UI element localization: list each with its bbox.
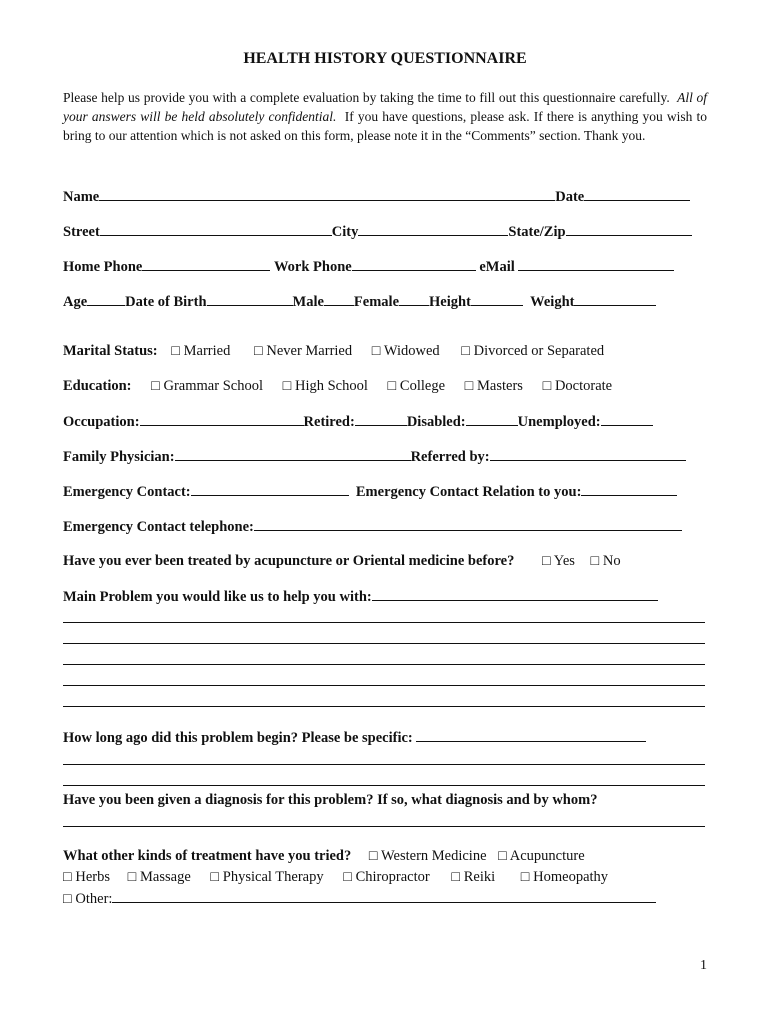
intro-text-1: Please help us provide you with a complete evaluation by taking the time to fill out this questionnaire carefully. [63,90,670,105]
physician-field[interactable] [175,446,411,461]
marital-option-divorced[interactable]: □ Divorced or Separated [461,343,605,359]
age-field[interactable] [87,291,125,306]
work-phone-label: Work Phone [273,259,352,275]
treatment-western-medicine[interactable]: □ Western Medicine [368,848,487,864]
unemployed-field[interactable] [601,411,653,426]
emergency-telephone-row [63,516,682,536]
education-row [63,376,612,396]
diagnosis-line[interactable] [63,826,705,827]
street-field[interactable] [100,221,332,236]
education-label: Education: [63,378,132,394]
referred-by-field[interactable] [490,446,686,461]
occupation-field[interactable] [140,411,304,426]
intro-paragraph [63,88,707,145]
home-phone-field[interactable] [142,256,270,271]
education-option-doctorate[interactable]: □ Doctorate [542,378,613,394]
education-option-grammar[interactable]: □ Grammar School [151,378,263,394]
main-problem-line-3[interactable] [63,664,705,665]
marital-status-row [63,341,604,361]
street-label: Street [63,224,100,240]
emergency-contact-row [63,481,677,501]
main-problem-row [63,586,658,606]
home-phone-label: Home Phone [63,259,143,275]
address-row [63,221,692,241]
acupuncture-question: Have you ever been treated by acupuncture or Oriental medicine before? [63,553,515,569]
how-long-field[interactable] [416,727,646,742]
height-label: Height [429,294,471,310]
email-field[interactable] [518,256,674,271]
treatment-massage[interactable]: □ Massage [127,869,191,885]
work-phone-field[interactable] [352,256,476,271]
emergency-relation-label: Emergency Contact Relation to you: [355,484,582,500]
male-field[interactable] [324,291,354,306]
treatment-physical-therapy[interactable]: □ Physical Therapy [210,869,324,885]
state-zip-label: State/Zip [508,224,566,240]
occupation-label: Occupation: [63,414,140,430]
main-problem-line-1[interactable] [63,622,705,623]
acupuncture-yes-option[interactable]: □ Yes [541,553,575,569]
education-option-high-school[interactable]: □ High School [282,378,368,394]
marital-option-widowed[interactable]: □ Widowed [371,343,440,359]
dob-label: Date of Birth [125,294,207,310]
education-option-masters[interactable]: □ Masters [464,378,523,394]
main-problem-line-4[interactable] [63,685,705,686]
male-label: Male [292,294,324,310]
education-option-college[interactable]: □ College [387,378,446,394]
treatment-other-row [63,888,656,908]
retired-label: Retired: [303,414,355,430]
female-label: Female [353,294,400,310]
treatments-question: What other kinds of treatment have you tried? [63,848,352,864]
height-field[interactable] [471,291,523,306]
main-problem-label: Main Problem you would like us to help you with: [63,589,372,605]
main-problem-line-2[interactable] [63,643,705,644]
date-field[interactable] [584,186,690,201]
state-zip-field[interactable] [566,221,692,236]
age-label: Age [63,294,88,310]
female-field[interactable] [399,291,429,306]
name-label: Name [63,189,100,205]
intro-confidential-note: All of your answers will be held absolutely confidential. [63,90,708,124]
main-problem-line-5[interactable] [63,706,705,707]
how-long-row [63,727,646,747]
demographics-row [63,291,656,311]
treatment-acupuncture[interactable]: □ Acupuncture [498,848,585,864]
treatments-row [63,846,585,866]
physician-label: Family Physician: [63,449,175,465]
marital-option-never-married[interactable]: □ Never Married [253,343,353,359]
intro-text-2: If you have questions, please ask. If there is anything you wish to bring to our attention which is not asked on this form, please note it in the “Comments” section. Thank you. [63,109,708,143]
date-label: Date [555,189,585,205]
page-title: HEALTH HISTORY QUESTIONNAIRE [243,50,527,67]
name-field[interactable] [99,186,555,201]
treatment-herbs[interactable]: □ Herbs [63,869,111,885]
disabled-label: Disabled: [406,414,466,430]
weight-field[interactable] [574,291,656,306]
emergency-contact-field[interactable] [191,481,349,496]
physician-row [63,446,686,466]
phone-row [63,256,674,276]
disabled-field[interactable] [466,411,518,426]
occupation-row [63,411,653,431]
email-label: eMail [479,259,515,275]
city-label: City [331,224,359,240]
treatment-other-label[interactable]: □ Other: [63,891,113,907]
diagnosis-question: Have you been given a diagnosis for this problem? If so, what diagnosis and by whom? [63,792,598,808]
emergency-relation-field[interactable] [581,481,677,496]
how-long-line-2[interactable] [63,785,705,786]
unemployed-label: Unemployed: [517,414,601,430]
name-date-row [63,186,690,206]
city-field[interactable] [358,221,508,236]
main-problem-field[interactable] [372,586,658,601]
retired-field[interactable] [355,411,407,426]
emergency-telephone-label: Emergency Contact telephone: [63,519,254,535]
acupuncture-row [63,551,621,571]
treatment-reiki[interactable]: □ Reiki [451,869,496,885]
how-long-label: How long ago did this problem begin? Please be specific: [63,730,413,746]
emergency-telephone-field[interactable] [254,516,682,531]
treatment-homeopathy[interactable]: □ Homeopathy [520,869,609,885]
treatments-options-row [63,867,608,887]
dob-field[interactable] [207,291,293,306]
emergency-contact-label: Emergency Contact: [63,484,191,500]
treatment-other-field[interactable] [112,888,656,903]
acupuncture-no-option[interactable]: □ No [590,553,621,569]
referred-by-label: Referred by: [410,449,490,465]
marital-status-label: Marital Status: [63,343,158,359]
page-number: 1 [700,958,707,973]
treatment-chiropractor[interactable]: □ Chiropractor [343,869,430,885]
how-long-line-1[interactable] [63,764,705,765]
marital-option-married[interactable]: □ Married [171,343,231,359]
diagnosis-row [63,790,597,810]
weight-label: Weight [530,294,575,310]
